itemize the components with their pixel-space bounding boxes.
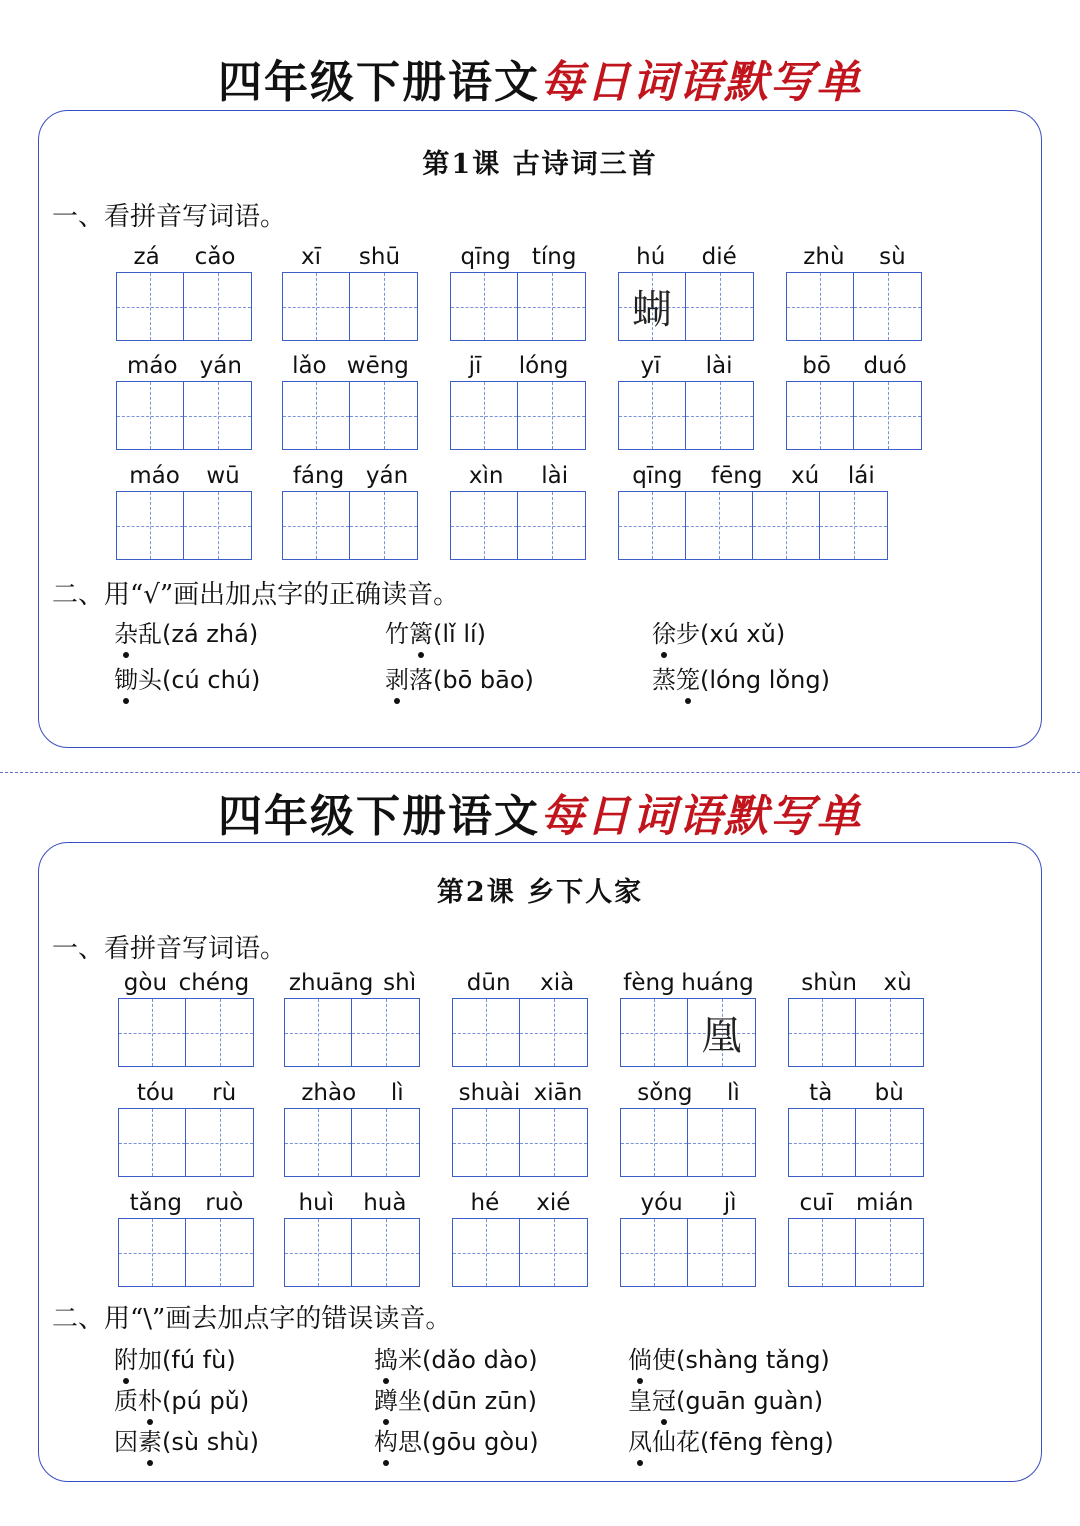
pinyin-syllable: xìn [468, 463, 504, 489]
word-item [618, 240, 755, 344]
reading-item [628, 1340, 830, 1375]
sheet1-title-main: 四年级下册语文 [218, 57, 540, 108]
word-item [284, 1076, 421, 1180]
pronunciation-options[interactable]: (gōu gòu) [422, 1428, 539, 1456]
pinyin-line [452, 966, 589, 996]
writing-cell[interactable] [451, 273, 518, 340]
pinyin-syllable: wū [206, 463, 240, 489]
dotted-character: 剥 [385, 660, 409, 695]
pinyin-syllable: zhù [803, 244, 845, 270]
dotted-character: 朴 [138, 1381, 162, 1416]
pinyin-line [282, 240, 419, 270]
word-character: 仙 [652, 1428, 676, 1456]
pinyin-line [284, 1076, 421, 1106]
writing-cell[interactable] [820, 492, 887, 559]
reading-item [652, 614, 785, 649]
writing-cell[interactable] [688, 999, 755, 1066]
pronunciation-options[interactable]: (xú xǔ) [700, 620, 786, 648]
writing-cell[interactable] [686, 273, 753, 340]
pinyin-syllable: lài [705, 353, 733, 379]
page-separator [0, 772, 1080, 773]
pinyin-line [452, 1076, 589, 1106]
pinyin-line [118, 1076, 255, 1106]
writing-boxes [284, 1108, 420, 1177]
writing-cell[interactable] [285, 1109, 352, 1176]
dotted-character: 蹲 [374, 1381, 398, 1416]
pinyin-syllable: lài [541, 463, 569, 489]
pinyin-syllable: xié [536, 1190, 571, 1216]
pinyin-line [450, 240, 587, 270]
pinyin-syllable: fēng [711, 463, 763, 489]
writing-cell[interactable] [518, 492, 585, 559]
reading-item [385, 614, 486, 649]
word-item [118, 1186, 255, 1290]
writing-boxes [620, 1218, 756, 1287]
word-character: 头 [138, 666, 162, 694]
writing-cell[interactable] [518, 382, 585, 449]
reading-item [114, 660, 260, 695]
pinyin-syllable: ruò [205, 1190, 244, 1216]
writing-cell[interactable] [856, 1219, 923, 1286]
pinyin-syllable: dūn [466, 970, 511, 996]
writing-boxes [788, 1218, 924, 1287]
writing-boxes [116, 381, 252, 450]
dotted-character: 构 [374, 1422, 398, 1457]
pinyin-syllable: shuài [458, 1080, 521, 1106]
dotted-character: 杂 [114, 614, 138, 649]
pinyin-syllable: lì [726, 1080, 740, 1106]
pinyin-syllable: lái [847, 463, 875, 489]
writing-cell[interactable] [453, 1109, 520, 1176]
pinyin-syllable: chéng [178, 970, 250, 996]
writing-cell[interactable] [854, 382, 921, 449]
dotted-character: 冠 [652, 1381, 676, 1416]
pinyin-line [116, 349, 253, 379]
writing-boxes [450, 491, 586, 560]
writing-cell[interactable] [285, 999, 352, 1066]
writing-boxes [788, 998, 924, 1067]
pinyin-line [788, 1076, 925, 1106]
reading-item [114, 1340, 236, 1375]
cell-character: 凰 [701, 1013, 742, 1059]
reading-item [114, 614, 258, 649]
pinyin-syllable: shū [358, 244, 401, 270]
writing-cell[interactable] [350, 273, 417, 340]
writing-cell[interactable] [688, 1219, 755, 1286]
writing-cell[interactable] [285, 1219, 352, 1286]
writing-boxes [282, 381, 418, 450]
pinyin-line [620, 1076, 757, 1106]
word-item [116, 349, 253, 453]
pinyin-syllable: rù [212, 1080, 237, 1106]
writing-boxes [452, 998, 588, 1067]
writing-boxes [786, 381, 922, 450]
word-character: 思 [398, 1428, 422, 1456]
dotted-character: 徐 [652, 614, 676, 649]
pinyin-syllable: cuī [799, 1190, 834, 1216]
word-character: 质 [114, 1387, 138, 1415]
pinyin-syllable: zá [133, 244, 160, 270]
writing-cell[interactable] [789, 999, 856, 1066]
writing-cell[interactable] [350, 492, 417, 559]
word-item [786, 240, 923, 344]
reading-item [385, 660, 534, 695]
word-character: 米 [398, 1346, 422, 1374]
reading-item [374, 1381, 537, 1416]
reading-item [374, 1422, 539, 1457]
writing-boxes [282, 491, 418, 560]
pinyin-syllable: bù [874, 1080, 904, 1106]
writing-cell[interactable] [856, 1109, 923, 1176]
writing-cell[interactable] [789, 1219, 856, 1286]
writing-boxes [284, 998, 420, 1067]
pronunciation-options[interactable]: (zá zhá) [162, 620, 259, 648]
word-character: 皇 [628, 1387, 652, 1415]
pronunciation-options[interactable]: (sù shù) [162, 1428, 259, 1456]
word-item [450, 349, 587, 453]
sheet2-title [0, 780, 1080, 844]
dotted-character: 附 [114, 1340, 138, 1375]
word-item [788, 1076, 925, 1180]
pronunciation-options[interactable]: (bō bāo) [433, 666, 534, 694]
pinyin-syllable: máo [127, 353, 178, 379]
cell-character: 蝴 [632, 287, 672, 333]
pinyin-syllable: jī [468, 353, 482, 379]
pinyin-syllable: shì [383, 970, 417, 996]
pinyin-syllable: huì [298, 1190, 335, 1216]
pinyin-line [284, 1186, 421, 1216]
writing-cell[interactable] [283, 492, 350, 559]
writing-cell[interactable] [520, 999, 587, 1066]
word-item [282, 240, 419, 344]
word-item [116, 240, 253, 344]
word-item [618, 349, 755, 453]
writing-boxes [450, 381, 586, 450]
dotted-character: 凤 [628, 1422, 652, 1457]
pinyin-syllable: sù [879, 244, 906, 270]
writing-boxes [452, 1218, 588, 1287]
sheet2-section2-heading: 二、用“\”画去加点字的错误读音。 [52, 1304, 452, 1334]
pinyin-syllable: cǎo [194, 244, 236, 270]
writing-boxes [118, 1218, 254, 1287]
pronunciation-options[interactable]: (guān guàn) [676, 1387, 824, 1415]
writing-cell[interactable] [117, 492, 184, 559]
dotted-character: 素 [138, 1422, 162, 1457]
writing-cell[interactable] [283, 382, 350, 449]
pinyin-line [618, 349, 755, 379]
pinyin-syllable: xī [300, 244, 321, 270]
writing-cell[interactable] [352, 1219, 419, 1286]
writing-boxes [452, 1108, 588, 1177]
sheet1-section1-heading: 一、看拼音写词语。 [52, 202, 287, 232]
pinyin-line [282, 349, 419, 379]
pinyin-syllable: fèng [623, 970, 675, 996]
writing-cell[interactable] [352, 999, 419, 1066]
word-item [116, 459, 253, 563]
writing-cell[interactable] [686, 492, 753, 559]
writing-cell[interactable] [453, 999, 520, 1066]
word-item [788, 966, 925, 1070]
word-character: 步 [676, 620, 700, 648]
pinyin-syllable: mián [856, 1190, 914, 1216]
word-character: 坐 [398, 1387, 422, 1415]
pronunciation-options[interactable]: (lǐ lí) [433, 620, 487, 648]
writing-cell[interactable] [451, 382, 518, 449]
pronunciation-options[interactable]: (shàng tǎng) [676, 1346, 830, 1374]
writing-boxes [618, 272, 754, 341]
writing-cell[interactable] [619, 492, 686, 559]
pinyin-syllable: tà [809, 1080, 833, 1106]
pinyin-syllable: yī [640, 353, 661, 379]
pronunciation-options[interactable]: (fēng fèng) [700, 1428, 834, 1456]
pinyin-syllable: shùn [801, 970, 857, 996]
reading-item [628, 1422, 834, 1457]
writing-cell[interactable] [854, 273, 921, 340]
writing-cell[interactable] [186, 1219, 253, 1286]
writing-cell[interactable] [117, 273, 184, 340]
word-item [620, 1076, 757, 1180]
writing-cell[interactable] [787, 382, 854, 449]
pinyin-line [618, 240, 755, 270]
pinyin-syllable: yóu [640, 1190, 683, 1216]
pinyin-syllable: xiān [533, 1080, 583, 1106]
writing-cell[interactable] [856, 999, 923, 1066]
word-character: 竹 [385, 620, 409, 648]
pinyin-line [452, 1186, 589, 1216]
pinyin-syllable: yán [365, 463, 409, 489]
pinyin-syllable: xú [791, 463, 820, 489]
writing-boxes [116, 272, 252, 341]
pinyin-syllable: tíng [531, 244, 577, 270]
pinyin-line [450, 459, 587, 489]
pinyin-syllable: tǎng [129, 1190, 182, 1216]
pinyin-line [620, 1186, 757, 1216]
writing-cell[interactable] [451, 492, 518, 559]
writing-cell[interactable] [688, 1109, 755, 1176]
sheet2-title-accent: 每日词语默写单 [540, 791, 862, 842]
pinyin-syllable: xù [883, 970, 912, 996]
dotted-character: 捣 [374, 1340, 398, 1375]
sheet2-section1-heading: 一、看拼音写词语。 [52, 934, 287, 964]
pinyin-line [282, 459, 419, 489]
pinyin-syllable: hé [470, 1190, 500, 1216]
word-item [452, 966, 589, 1070]
pinyin-syllable: sǒng [637, 1080, 693, 1106]
pronunciation-options[interactable]: (lóng lǒng) [700, 666, 830, 694]
word-character: 蒸 [652, 666, 676, 694]
word-character: 使 [652, 1346, 676, 1374]
word-item [620, 966, 757, 1070]
sheet1-title [0, 46, 1080, 110]
word-item [450, 240, 587, 344]
writing-boxes [118, 998, 254, 1067]
writing-boxes [282, 272, 418, 341]
sheet2-lesson-title: 第2课 乡下人家 [436, 877, 644, 908]
writing-cell[interactable] [619, 273, 686, 340]
pinyin-syllable: wēng [346, 353, 409, 379]
writing-cell[interactable] [283, 273, 350, 340]
pinyin-syllable: qīng [632, 463, 683, 489]
pinyin-syllable: zhào [301, 1080, 357, 1106]
pinyin-syllable: huà [363, 1190, 407, 1216]
writing-cell[interactable] [184, 382, 251, 449]
word-character: 加 [138, 1346, 162, 1374]
word-item [282, 349, 419, 453]
dotted-character: 笼 [676, 660, 700, 695]
word-character: 落 [409, 666, 433, 694]
sheet1-section2-heading: 二、用“√”画出加点字的正确读音。 [52, 580, 460, 610]
reading-item [652, 660, 830, 695]
word-item [118, 1076, 255, 1180]
reading-item [628, 1381, 823, 1416]
word-item [618, 459, 889, 563]
pinyin-syllable: gòu [123, 970, 168, 996]
word-item [282, 459, 419, 563]
word-item [118, 966, 255, 1070]
pinyin-line [786, 349, 923, 379]
pinyin-line [788, 1186, 925, 1216]
dotted-character: 倘 [628, 1340, 652, 1375]
writing-cell[interactable] [621, 1219, 688, 1286]
pinyin-syllable: xià [540, 970, 575, 996]
dotted-character: 篱 [409, 614, 433, 649]
writing-boxes [116, 491, 252, 560]
pinyin-syllable: hú [636, 244, 666, 270]
writing-boxes [620, 1108, 756, 1177]
writing-cell[interactable] [119, 1219, 186, 1286]
pinyin-syllable: lì [390, 1080, 404, 1106]
writing-boxes [284, 1218, 420, 1287]
reading-item [374, 1340, 538, 1375]
pronunciation-options[interactable]: (dǎo dào) [422, 1346, 538, 1374]
writing-cell[interactable] [518, 273, 585, 340]
word-item [452, 1076, 589, 1180]
writing-cell[interactable] [186, 999, 253, 1066]
word-item [788, 1186, 925, 1290]
writing-cell[interactable] [787, 273, 854, 340]
writing-boxes [450, 272, 586, 341]
pinyin-syllable: bō [802, 353, 831, 379]
pinyin-line [116, 240, 253, 270]
pinyin-syllable: fáng [292, 463, 345, 489]
word-item [284, 966, 421, 1070]
pinyin-syllable: qīng [460, 244, 511, 270]
writing-cell[interactable] [352, 1109, 419, 1176]
writing-cell[interactable] [184, 492, 251, 559]
word-character: 乱 [138, 620, 162, 648]
pinyin-line [284, 966, 421, 996]
pronunciation-options[interactable]: (cú chú) [162, 666, 261, 694]
writing-cell[interactable] [453, 1219, 520, 1286]
writing-boxes [786, 272, 922, 341]
reading-item [114, 1422, 259, 1457]
pinyin-syllable: huáng [681, 970, 754, 996]
dotted-character: 锄 [114, 660, 138, 695]
word-item [786, 349, 923, 453]
reading-item [114, 1381, 249, 1416]
writing-cell[interactable] [520, 1109, 587, 1176]
writing-cell[interactable] [184, 273, 251, 340]
word-character: 花 [676, 1428, 700, 1456]
pinyin-syllable: zhuāng [288, 970, 374, 996]
writing-cell[interactable] [621, 999, 688, 1066]
writing-cell[interactable] [686, 382, 753, 449]
pinyin-syllable: máo [129, 463, 180, 489]
pinyin-line [620, 966, 757, 996]
writing-cell[interactable] [621, 1109, 688, 1176]
pinyin-line [788, 966, 925, 996]
writing-cell[interactable] [186, 1109, 253, 1176]
pronunciation-options[interactable]: (dūn zūn) [422, 1387, 538, 1415]
sheet2-title-main: 四年级下册语文 [218, 791, 540, 842]
word-item [284, 1186, 421, 1290]
writing-cell[interactable] [119, 999, 186, 1066]
pinyin-syllable: tóu [136, 1080, 175, 1106]
word-item [450, 459, 587, 563]
writing-cell[interactable] [753, 492, 820, 559]
pinyin-line [450, 349, 587, 379]
pronunciation-options[interactable]: (fú fù) [162, 1346, 236, 1374]
pronunciation-options[interactable]: (pú pǔ) [162, 1387, 250, 1415]
pinyin-line [116, 459, 253, 489]
writing-cell[interactable] [350, 382, 417, 449]
sheet1-lesson-title: 第1课 古诗词三首 [422, 149, 658, 180]
writing-boxes [620, 998, 756, 1067]
pinyin-syllable: dié [701, 244, 737, 270]
word-item [620, 1186, 757, 1290]
pinyin-syllable: duó [863, 353, 907, 379]
pinyin-line [118, 1186, 255, 1216]
writing-cell[interactable] [619, 382, 686, 449]
writing-boxes [618, 381, 754, 450]
writing-cell[interactable] [520, 1219, 587, 1286]
writing-boxes [618, 491, 888, 560]
pinyin-line [786, 240, 923, 270]
word-character: 因 [114, 1428, 138, 1456]
writing-cell[interactable] [117, 382, 184, 449]
writing-cell[interactable] [789, 1109, 856, 1176]
writing-boxes [788, 1108, 924, 1177]
pinyin-line [118, 966, 255, 996]
writing-cell[interactable] [119, 1109, 186, 1176]
word-item [452, 1186, 589, 1290]
pinyin-syllable: yán [199, 353, 242, 379]
writing-boxes [118, 1108, 254, 1177]
sheet1-title-accent: 每日词语默写单 [540, 57, 862, 108]
pinyin-syllable: jì [723, 1190, 737, 1216]
pinyin-syllable: lǎo [292, 353, 327, 379]
pinyin-line [618, 459, 889, 489]
pinyin-syllable: lóng [518, 353, 569, 379]
